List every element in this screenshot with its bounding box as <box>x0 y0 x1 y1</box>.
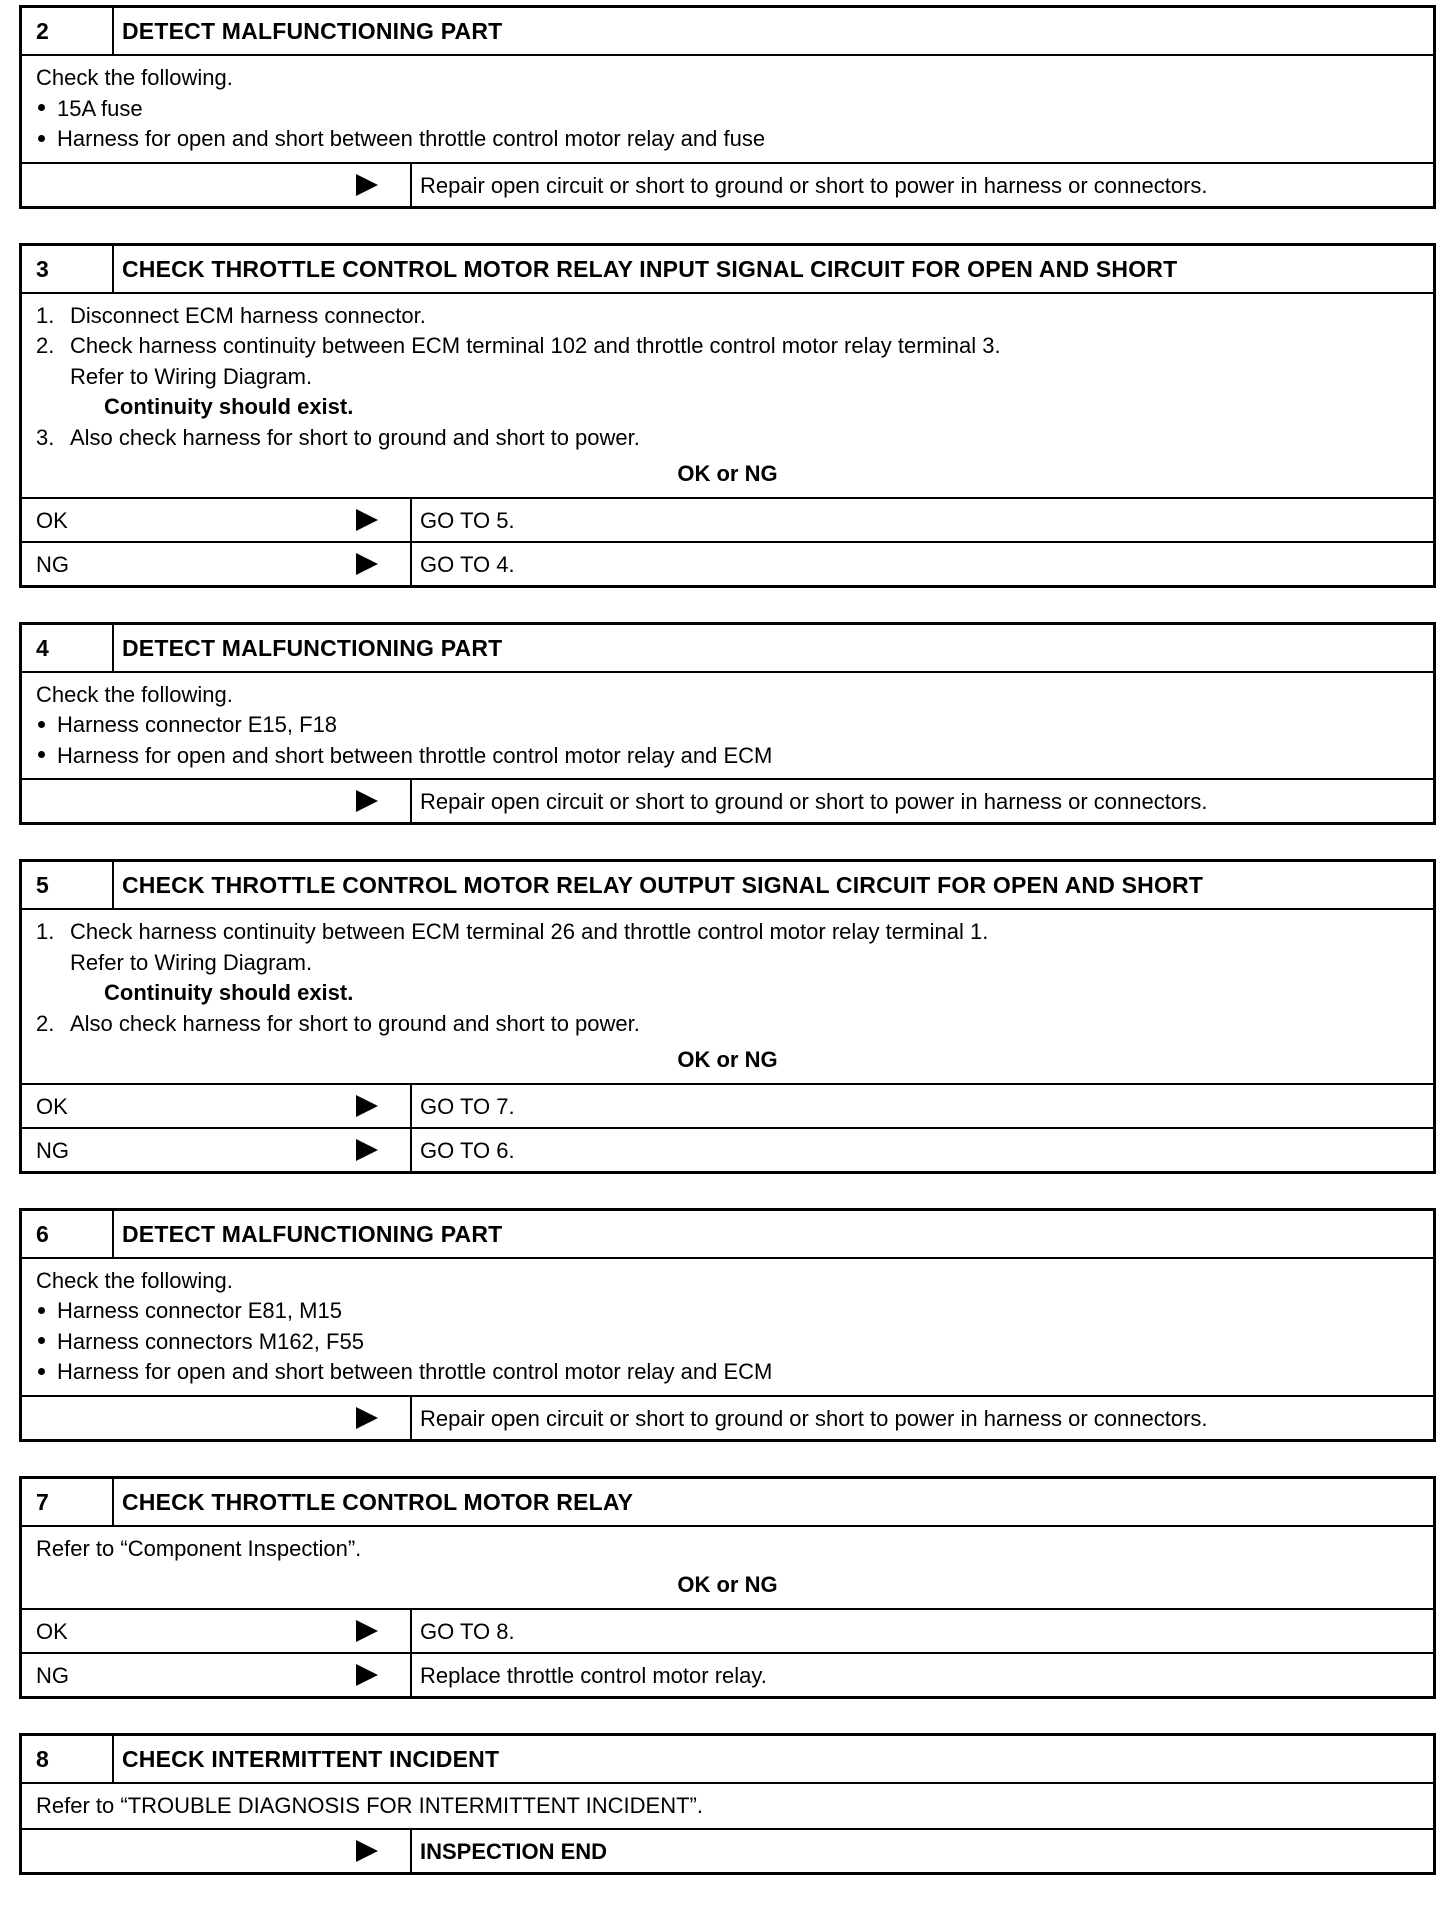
numbered-item: 2. Also check harness for short to ground and short to power. <box>36 1010 640 1036</box>
step-title: DETECT MALFUNCTIONING PART <box>122 1220 503 1247</box>
numbered-item: 1. Check harness continuity between ECM terminal 26 and throttle control motor relay terminal 1. <box>36 919 989 944</box>
result-row <box>22 1828 1433 1872</box>
bullet-icon <box>38 1337 45 1344</box>
result-label <box>22 780 412 822</box>
intro-text: Check the following. <box>36 65 233 90</box>
result-action: INSPECTION END <box>420 1839 608 1864</box>
result-action: Replace throttle control motor relay. <box>420 1662 767 1688</box>
ok-or-ng-label: OK or NG <box>677 461 778 486</box>
step-body <box>22 671 1433 779</box>
step-number: 7 <box>22 1479 114 1525</box>
arrow-right-icon <box>356 1095 378 1117</box>
note-emphasis: Continuity should exist. <box>104 980 354 1005</box>
result-row <box>22 1608 1433 1652</box>
note-text: Refer to Wiring Diagram. <box>70 949 313 975</box>
step-body <box>22 908 1433 1083</box>
result-action: Repair open circuit or short to ground or short to power in harness or connectors. <box>420 789 1208 814</box>
step-number: 2 <box>22 8 114 54</box>
result-row <box>22 1395 1433 1439</box>
step-6 <box>19 1208 1436 1442</box>
bullet-icon <box>38 751 45 758</box>
numbered-item: 2. Check harness continuity between ECM terminal 102 and throttle control motor relay terminal 3. <box>36 333 1001 358</box>
note-text: Refer to Wiring Diagram. <box>70 363 313 389</box>
step-number: 5 <box>22 862 114 908</box>
arrow-right-icon <box>356 790 378 812</box>
bullet-icon <box>38 1368 45 1375</box>
ok-or-ng-label: OK or NG <box>677 1047 778 1072</box>
bullet-icon <box>38 104 45 111</box>
bullet-icon <box>38 135 45 142</box>
arrow-right-icon <box>356 174 378 196</box>
step-body <box>22 292 1433 497</box>
result-row <box>22 1652 1433 1696</box>
step-3 <box>19 243 1436 588</box>
step-number: 4 <box>22 625 114 671</box>
intro-text: Refer to “Component Inspection”. <box>36 1535 362 1561</box>
result-label: NG <box>22 1129 412 1171</box>
bullet-icon <box>38 1307 45 1314</box>
ok-or-ng-label: OK or NG <box>677 1572 778 1597</box>
step-5 <box>19 859 1436 1174</box>
result-row <box>22 1083 1433 1127</box>
step-body <box>22 54 1433 162</box>
result-label <box>22 1397 412 1439</box>
result-label: NG <box>22 543 412 585</box>
bullet-item: Harness for open and short between throttle control motor relay and fuse <box>36 124 1419 155</box>
step-2 <box>19 5 1436 209</box>
bullet-icon <box>38 721 45 728</box>
result-action: GO TO 4. <box>420 551 515 577</box>
result-label: OK <box>22 1610 412 1652</box>
bullet-item: Harness connector E81, M15 <box>36 1296 1419 1327</box>
step-number: 3 <box>22 246 114 292</box>
step-8 <box>19 1733 1436 1876</box>
step-title: CHECK THROTTLE CONTROL MOTOR RELAY INPUT SIGNAL CIRCUIT FOR OPEN AND SHORT <box>122 255 1178 282</box>
step-title: CHECK INTERMITTENT INCIDENT <box>122 1745 500 1772</box>
bullet-item: Harness connector E15, F18 <box>36 710 1419 741</box>
result-action: GO TO 5. <box>420 507 515 533</box>
result-label: NG <box>22 1654 412 1696</box>
bullet-item: Harness connectors M162, F55 <box>36 1327 1419 1358</box>
result-label <box>22 164 412 206</box>
result-row <box>22 497 1433 541</box>
result-row <box>22 1127 1433 1171</box>
bullet-item: Harness for open and short between throttle control motor relay and ECM <box>36 741 1419 772</box>
note-emphasis: Continuity should exist. <box>104 394 354 419</box>
diagnosis-procedure <box>19 5 1436 1909</box>
result-action: Repair open circuit or short to ground or short to power in harness or connectors. <box>420 172 1208 198</box>
step-title: CHECK THROTTLE CONTROL MOTOR RELAY <box>122 1488 634 1515</box>
step-number: 6 <box>22 1211 114 1257</box>
step-number: 8 <box>22 1736 114 1782</box>
result-label <box>22 1830 412 1872</box>
intro-text: Check the following. <box>36 681 233 707</box>
result-action: GO TO 8. <box>420 1618 515 1644</box>
intro-text: Refer to “TROUBLE DIAGNOSIS FOR INTERMITTENT INCIDENT”. <box>36 1792 703 1818</box>
arrow-right-icon <box>356 553 378 575</box>
arrow-right-icon <box>356 1407 378 1429</box>
result-row <box>22 162 1433 206</box>
result-action: Repair open circuit or short to ground or short to power in harness or connectors. <box>420 1405 1208 1431</box>
arrow-right-icon <box>356 1840 378 1862</box>
bullet-item: 15A fuse <box>36 94 1419 125</box>
result-action: GO TO 7. <box>420 1093 515 1119</box>
numbered-item: 1. Disconnect ECM harness connector. <box>36 302 426 328</box>
step-title: DETECT MALFUNCTIONING PART <box>122 18 503 44</box>
result-row <box>22 778 1433 822</box>
bullet-item: Harness for open and short between throttle control motor relay and ECM <box>36 1357 1419 1388</box>
result-label: OK <box>22 1085 412 1127</box>
arrow-right-icon <box>356 1664 378 1686</box>
arrow-right-icon <box>356 1620 378 1642</box>
result-row <box>22 541 1433 585</box>
step-body <box>22 1782 1433 1829</box>
result-action: GO TO 6. <box>420 1137 515 1163</box>
intro-text: Check the following. <box>36 1267 233 1293</box>
arrow-right-icon <box>356 509 378 531</box>
numbered-item: 3. Also check harness for short to ground and short to power. <box>36 424 640 450</box>
arrow-right-icon <box>356 1139 378 1161</box>
step-title: DETECT MALFUNCTIONING PART <box>122 634 503 661</box>
step-7 <box>19 1476 1436 1699</box>
step-4 <box>19 622 1436 826</box>
step-body <box>22 1525 1433 1608</box>
step-body <box>22 1257 1433 1395</box>
result-label: OK <box>22 499 412 541</box>
step-title: CHECK THROTTLE CONTROL MOTOR RELAY OUTPUT SIGNAL CIRCUIT FOR OPEN AND SHORT <box>122 872 1204 898</box>
